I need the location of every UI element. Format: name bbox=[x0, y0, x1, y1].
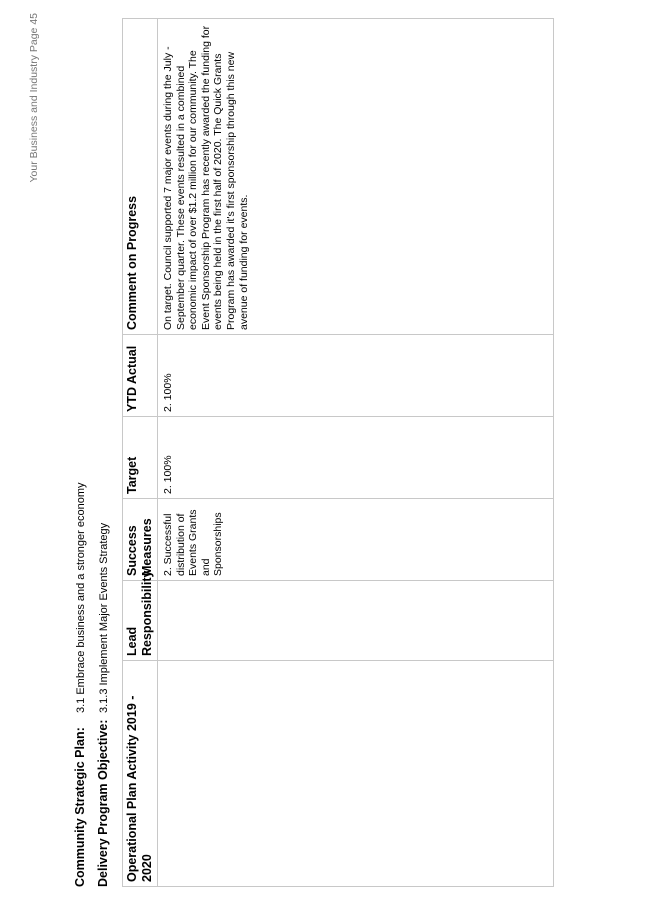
operational-plan-table bbox=[122, 18, 554, 887]
col-header-activity: Operational Plan Activity 2019 - 2020 bbox=[123, 661, 158, 887]
table-row bbox=[158, 19, 554, 887]
col-header-success-measures: Success Measures bbox=[123, 499, 158, 581]
objective-value: 3.1.3 Implement Major Events Strategy bbox=[98, 522, 110, 713]
cell-activity bbox=[158, 661, 554, 887]
strategic-plan-value: 3.1 Embrace business and a stronger economy bbox=[75, 482, 87, 713]
col-header-target: Target bbox=[123, 417, 158, 499]
objective-row bbox=[96, 523, 110, 887]
cell-success-measures: 2. Successful distribution of Events Grants and Sponsorships bbox=[158, 499, 554, 581]
strategic-plan-row bbox=[73, 482, 87, 887]
table-header-row bbox=[123, 19, 158, 887]
strategic-plan-label: Community Strategic Plan: bbox=[73, 727, 87, 887]
cell-target: 2. 100% bbox=[158, 417, 554, 499]
col-header-ytd-actual: YTD Actual bbox=[123, 335, 158, 417]
page-footer: Your Business and Industry Page 45 bbox=[28, 13, 40, 183]
col-header-lead: Lead Responsibility bbox=[123, 581, 158, 661]
cell-ytd-actual: 2. 100% bbox=[158, 335, 554, 417]
cell-comment: On target. Council supported 7 major events during the July - September quarter. These events resulted in a combined economic impact of over $1.2 million for our community. The Event Sponsorship Program has recently awarded the funding for events being held in the first half of 2020. The Quick Grants Program has awarded it's first sponsorship through this new avenue of funding for events. bbox=[158, 19, 554, 335]
cell-lead bbox=[158, 581, 554, 661]
col-header-comment: Comment on Progress bbox=[123, 19, 158, 335]
objective-label: Delivery Program Objective: bbox=[96, 719, 110, 887]
